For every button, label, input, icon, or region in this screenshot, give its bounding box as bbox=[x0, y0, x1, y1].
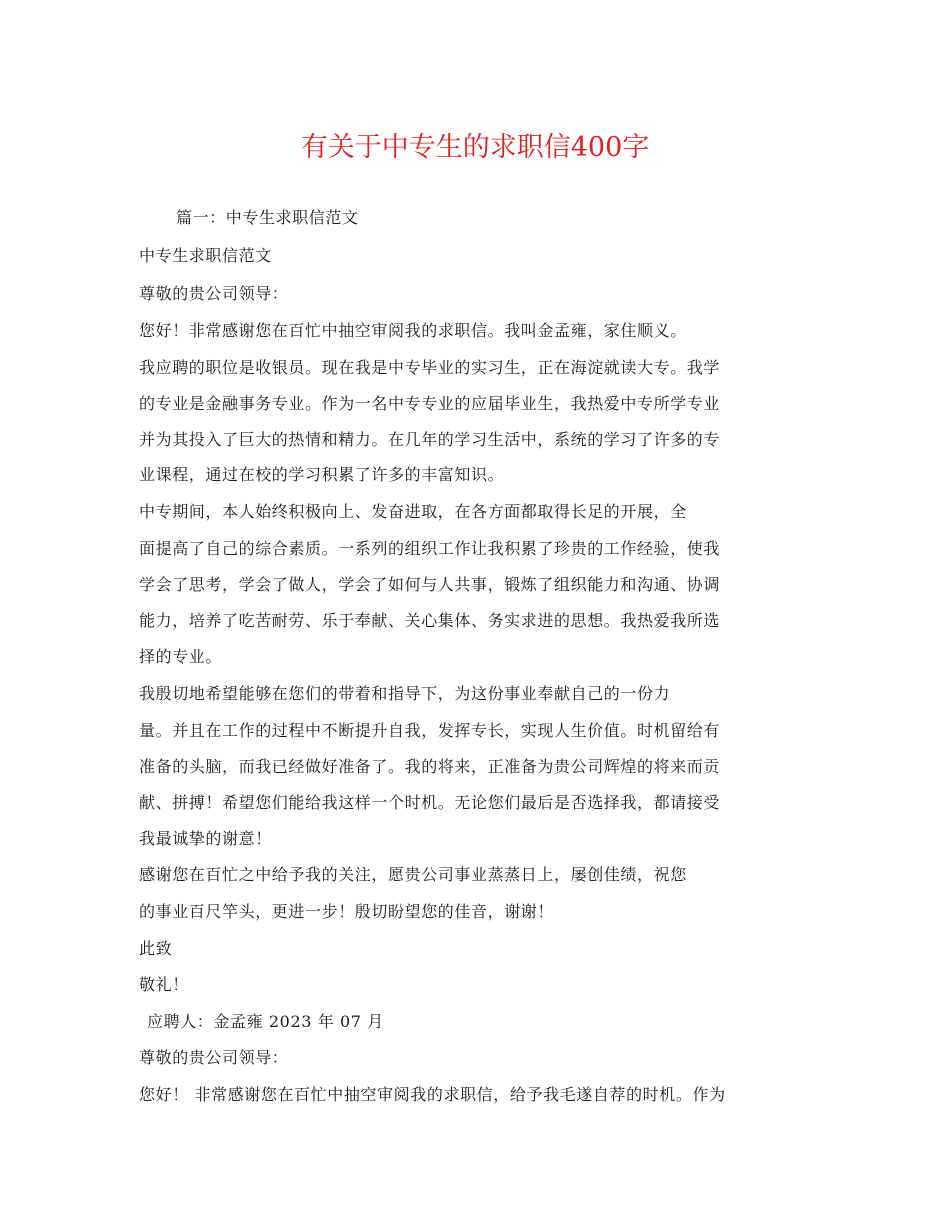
paragraph-line: 并为其投入了巨大的热情和精力。在几年的学习生活中，系统的学习了许多的专 bbox=[139, 430, 721, 449]
paragraph-line: 学会了思考，学会了做人，学会了如何与人共事，锻炼了组织能力和沟通、协调 bbox=[139, 575, 721, 594]
paragraph-line: 我最诚挚的谢意！ bbox=[139, 829, 272, 848]
salutation-line: 尊敬的贵公司领导： bbox=[139, 284, 289, 303]
paragraph-line: 您好！非常感谢您在百忙中抽空审阅我的求职信。我叫金孟雍，家住顺义。 bbox=[139, 321, 687, 340]
paragraph-line: 您好！ 非常感谢您在百忙中抽空审阅我的求职信，给予我毛遂自荐的时机。作为 bbox=[139, 1085, 726, 1104]
section-heading: 篇一：中专生求职信范文 bbox=[176, 208, 359, 227]
paragraph-line: 中专生求职信范文 bbox=[139, 246, 272, 265]
paragraph-line: 能力，培养了吃苦耐劳、乐于奉献、关心集体、务实求进的思想。我热爱我所选 bbox=[139, 611, 721, 630]
paragraph-line: 量。并且在工作的过程中不断提升自我，发挥专长，实现人生价值。时机留给有 bbox=[139, 721, 721, 740]
paragraph-line: 我殷切地希望能够在您们的带着和指导下，为这份事业奉献自己的一份力 bbox=[139, 684, 671, 703]
paragraph-line: 择的专业。 bbox=[139, 647, 223, 666]
salutation-line: 尊敬的贵公司领导： bbox=[139, 1048, 289, 1067]
paragraph-line: 准备的头脑，而我已经做好准备了。我的将来，正准备为贵公司辉煌的将来而贡 bbox=[139, 757, 721, 776]
paragraph-line: 面提高了自己的综合素质。一系列的组织工作让我积累了珍贵的工作经验，使我 bbox=[139, 539, 721, 558]
signature-line: 应聘人：金孟雍 2023 年 07 月 bbox=[147, 1012, 384, 1031]
paragraph-line: 的专业是金融事务专业。作为一名中专专业的应届毕业生，我热爱中专所学专业 bbox=[139, 394, 721, 413]
paragraph-line: 业课程，通过在校的学习积累了许多的丰富知识。 bbox=[139, 465, 505, 484]
paragraph-line: 献、拼搏！希望您们能给我这样一个时机。无论您们最后是否选择我，都请接受 bbox=[139, 793, 721, 812]
paragraph-line: 我应聘的职位是收银员。现在我是中专毕业的实习生，正在海淀就读大专。我学 bbox=[139, 358, 721, 377]
paragraph-line: 中专期间，本人始终积极向上、发奋进取，在各方面都取得长足的开展，全 bbox=[139, 502, 687, 521]
paragraph-line: 的事业百尺竿头，更进一步！殷切盼望您的佳音，谢谢！ bbox=[139, 902, 555, 921]
document-title: 有关于中专生的求职信400字 bbox=[300, 132, 650, 163]
paragraph-line: 感谢您在百忙之中给予我的关注，愿贵公司事业蒸蒸日上，屡创佳绩，祝您 bbox=[139, 865, 687, 884]
closing-line: 敬礼！ bbox=[139, 975, 189, 994]
closing-line: 此致 bbox=[139, 939, 173, 958]
